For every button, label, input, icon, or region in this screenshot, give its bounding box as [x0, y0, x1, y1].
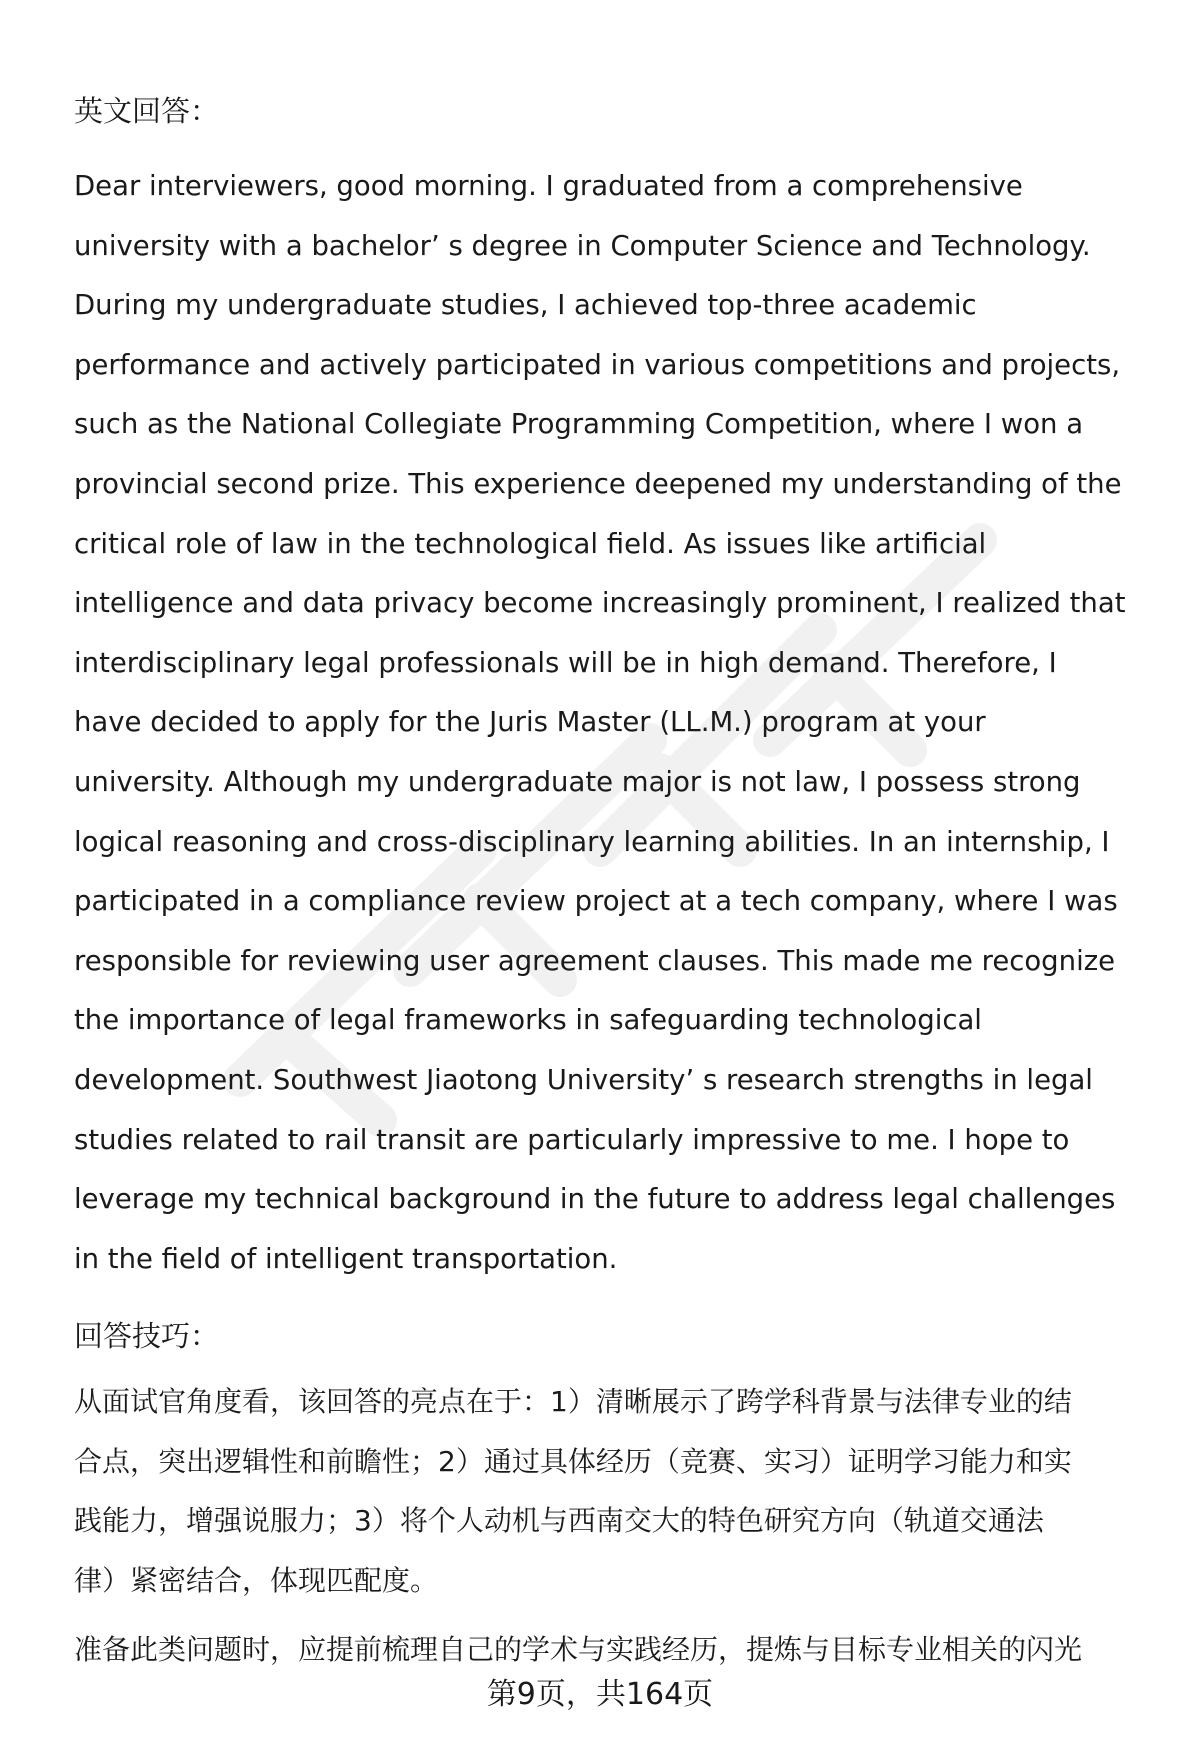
english-answer-line: leverage my technical background in the future to address legal challenges	[74, 1183, 1116, 1216]
answer-tips-line: 律）紧密结合，体现匹配度。	[74, 1563, 439, 1597]
english-answer-line: Dear interviewers, good morning. I graduated from a comprehensive	[74, 170, 1023, 202]
answer-tips-line: 合点，突出逻辑性和前瞻性；2）通过具体经历（竞赛、实习）证明学习能力和实	[74, 1444, 1072, 1478]
english-answer-line: critical role of law in the technological field. As issues like artificial	[74, 527, 987, 560]
page-number-footer: 第9页，共164页	[486, 1677, 714, 1712]
english-answer-line: university. Although my undergraduate major is not law, I possess strong	[74, 765, 1081, 798]
preparation-advice-line: 准备此类问题时，应提前梳理自己的学术与实践经历，提炼与目标专业相关的闪光	[74, 1633, 1083, 1666]
english-answer-heading: 英文回答：	[74, 94, 220, 128]
english-answer-line: logical reasoning and cross-disciplinary learning abilities. In an internship, I	[74, 825, 1110, 858]
english-answer-line: such as the National Collegiate Programming Competition, where I won a	[74, 408, 1084, 441]
english-answer-line: During my undergraduate studies, I achieved top-three academic	[74, 289, 977, 322]
english-answer-line: provincial second prize. This experience deepened my understanding of the	[74, 467, 1122, 500]
english-answer-line: performance and actively participated in various competitions and projects,	[74, 348, 1121, 381]
english-answer-line: university with a bachelor’ s degree in Computer Science and Technology.	[74, 229, 1091, 262]
english-answer-body	[74, 157, 1126, 1289]
english-answer-line: interdisciplinary legal professionals will be in high demand. Therefore, I	[74, 646, 1057, 679]
english-answer-line: studies related to rail transit are particularly impressive to me. I hope to	[74, 1123, 1070, 1156]
answer-tips-heading: 回答技巧：	[74, 1319, 220, 1353]
english-answer-line: development. Southwest Jiaotong University’ s research strengths in legal	[74, 1063, 1093, 1096]
answer-tips-line: 践能力，增强说服力；3）将个人动机与西南交大的特色研究方向（轨道交通法	[74, 1504, 1044, 1537]
english-answer-line: intelligence and data privacy become increasingly prominent, I realized that	[74, 587, 1126, 620]
english-answer-line: participated in a compliance review project at a tech company, where I was	[74, 885, 1118, 918]
english-answer-line: responsible for reviewing user agreement clauses. This made me recognize	[74, 944, 1116, 977]
answer-tips-line: 从面试官角度看，该回答的亮点在于：1）清晰展示了跨学科背景与法律专业的结	[74, 1385, 1072, 1418]
english-answer-line: the importance of legal frameworks in safeguarding technological	[74, 1004, 982, 1037]
english-answer-line: in the field of intelligent transportation.	[74, 1242, 618, 1275]
answer-tips-body	[74, 1372, 1072, 1610]
english-answer-line: have decided to apply for the Juris Master (LL.M.) program at your	[74, 706, 986, 739]
